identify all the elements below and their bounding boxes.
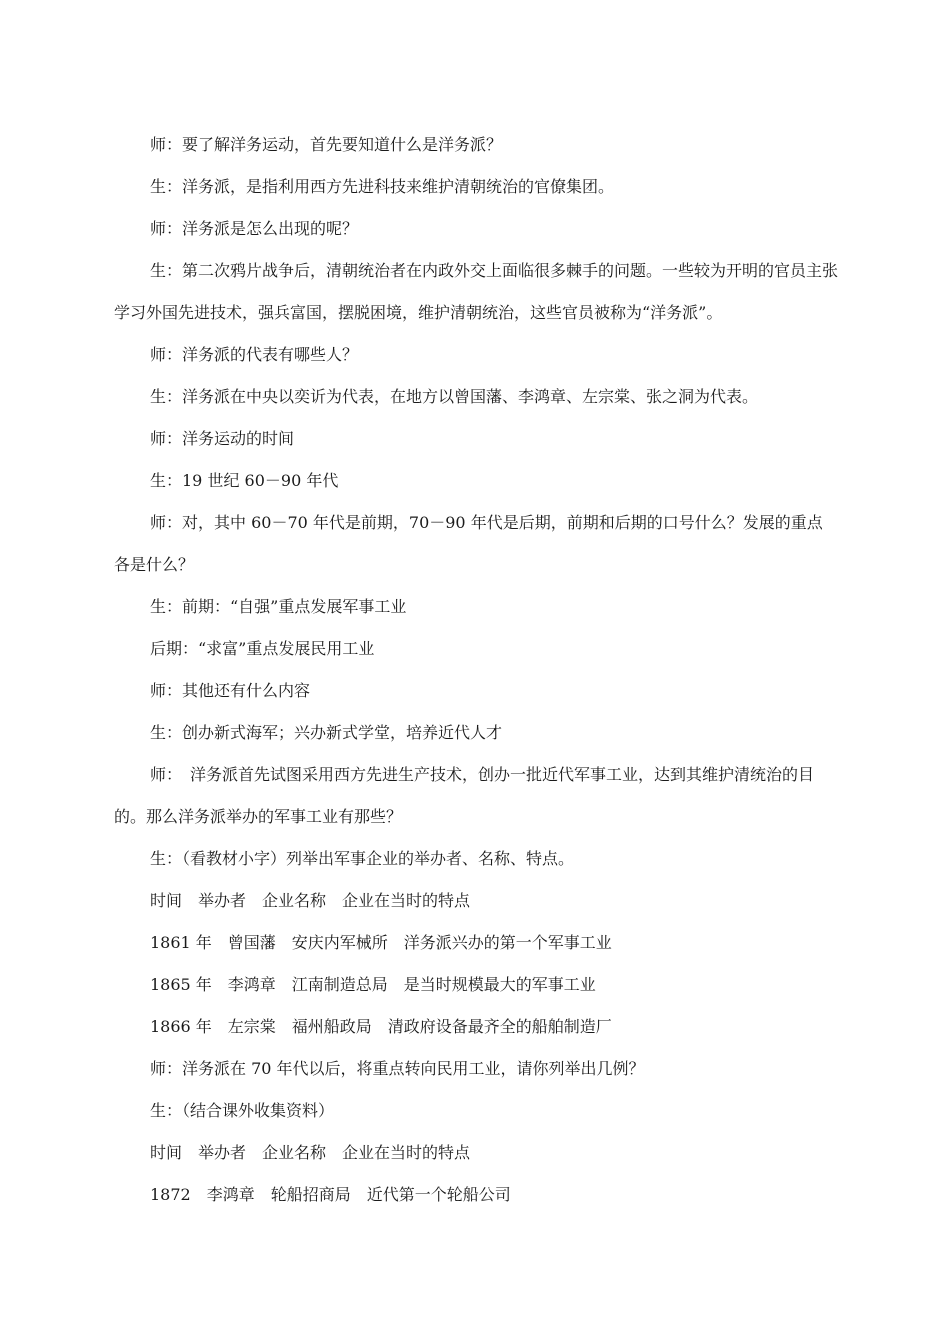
dialogue-line: 生：前期：“自强”重点发展军事工业 bbox=[150, 597, 407, 616]
dialogue-line: 生：第二次鸦片战争后，清朝统治者在内政外交上面临很多棘手的问题。一些较为开明的官员主张学习外国先进技术，强兵富国，摆脱困境，维护清朝统治，这些官员被称为“洋务派”。 bbox=[114, 261, 839, 322]
dialogue-line: 师： 洋务派首先试图采用西方先进生产技术，创办一批近代军事工业，达到其维护清统治的目的。那么洋务派举办的军事工业有那些？ bbox=[114, 765, 815, 826]
dialogue-line: 师：对，其中 60－70 年代是前期，70－90 年代是后期，前期和后期的口号什么？发展的重点各是什么？ bbox=[114, 513, 823, 574]
document-body bbox=[114, 124, 838, 1216]
dialogue-line: 师：洋务派是怎么出现的呢？ bbox=[150, 219, 359, 238]
dialogue-line: 师：洋务派的代表有哪些人？ bbox=[150, 345, 359, 364]
dialogue-line: 师：洋务运动的时间 bbox=[150, 429, 295, 448]
dialogue-line: 后期：“求富”重点发展民用工业 bbox=[150, 639, 375, 658]
dialogue-line: 生：19 世纪 60－90 年代 bbox=[150, 471, 339, 490]
dialogue-line: 生：洋务派，是指利用西方先进科技来维护清朝统治的官僚集团。 bbox=[150, 177, 615, 196]
table-header-line: 时间 举办者 企业名称 企业在当时的特点 bbox=[150, 1143, 471, 1162]
table-header-line: 时间 举办者 企业名称 企业在当时的特点 bbox=[150, 891, 471, 910]
table-row-line: 1866 年 左宗棠 福州船政局 清政府设备最齐全的船舶制造厂 bbox=[150, 1017, 612, 1036]
table-row-line: 1872 李鸿章 轮船招商局 近代第一个轮船公司 bbox=[150, 1185, 511, 1204]
dialogue-line: 生：（结合课外收集资料） bbox=[150, 1101, 335, 1120]
dialogue-line: 生：洋务派在中央以奕䜣为代表，在地方以曾国藩、李鸿章、左宗棠、张之洞为代表。 bbox=[150, 387, 759, 406]
table-row-line: 1861 年 曾国藩 安庆内军械所 洋务派兴办的第一个军事工业 bbox=[150, 933, 612, 952]
dialogue-line: 师：其他还有什么内容 bbox=[150, 681, 311, 700]
dialogue-line: 师：洋务派在 70 年代以后，将重点转向民用工业，请你列举出几例？ bbox=[150, 1059, 645, 1078]
table-row-line: 1865 年 李鸿章 江南制造总局 是当时规模最大的军事工业 bbox=[150, 975, 596, 994]
dialogue-line: 师：要了解洋务运动，首先要知道什么是洋务派？ bbox=[150, 135, 503, 154]
dialogue-line: 生：（看教材小字）列举出军事企业的举办者、名称、特点。 bbox=[150, 849, 575, 868]
dialogue-line: 生：创办新式海军；兴办新式学堂，培养近代人才 bbox=[150, 723, 503, 742]
